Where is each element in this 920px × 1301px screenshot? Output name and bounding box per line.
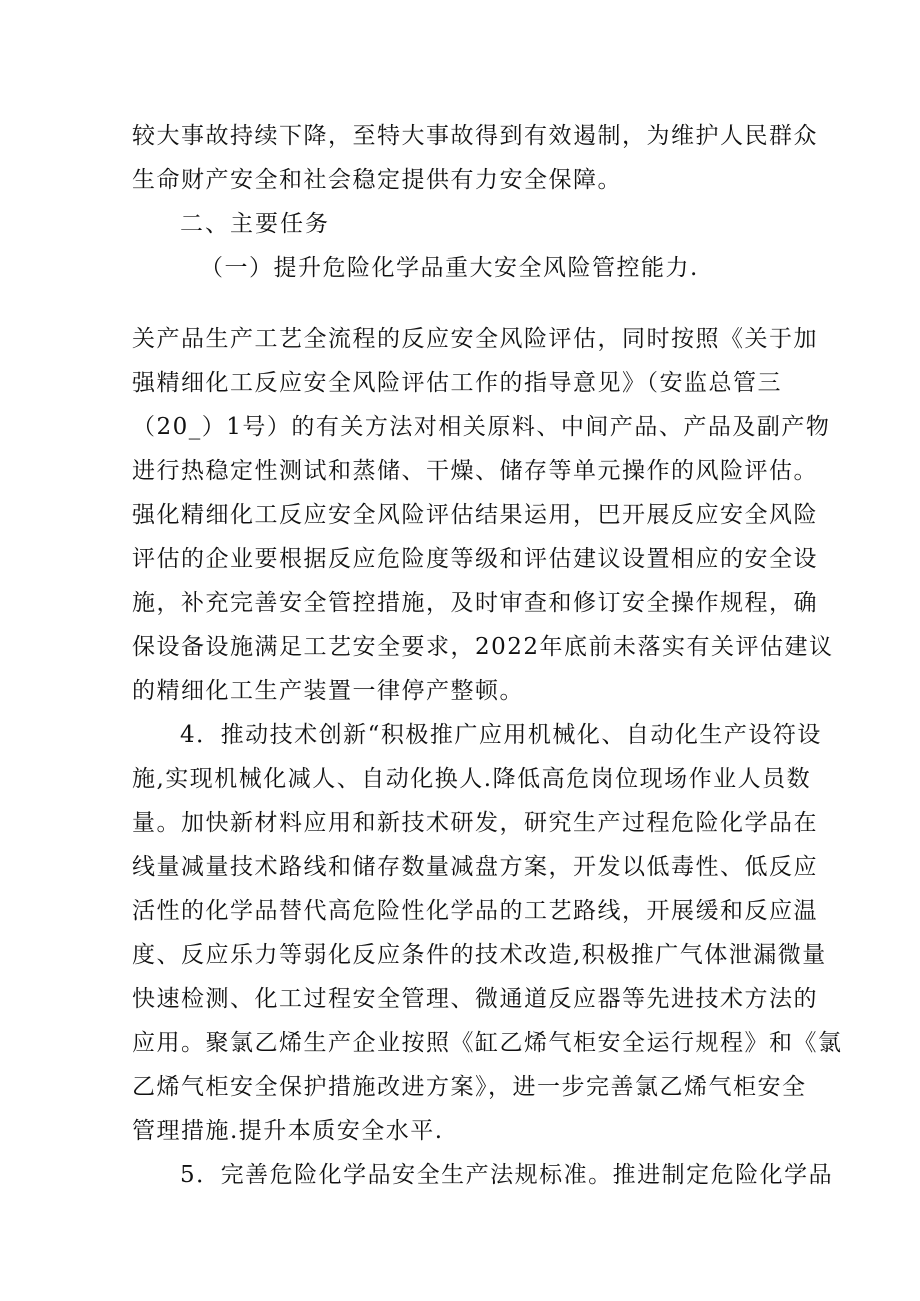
section-heading: 二、主要任务	[180, 211, 330, 237]
text-line: （20_）1号）的有关方法对相关原料、中间产品、产品及副产物	[132, 414, 831, 440]
list-item-4-first-line: 4．推动技术创新“积极推广应用机械化、自动化生产设符设	[180, 722, 822, 748]
text-line: 快速检测、化工过程安全管理、微通道反应器等先进技术方法的	[132, 986, 818, 1012]
text-line: 线量减量技术路线和储存数量减盘方案，开发以低毒性、低反应	[132, 854, 818, 880]
text-line: 活性的化学品替代高危险性化学品的工艺路线，开展缓和反应温	[132, 898, 818, 924]
text-line: 施，补充完善安全管控措施，及时审查和修订安全操作规程，确	[132, 590, 818, 616]
text-line: 较大事故持续下降，至特大事故得到有效遏制，为维护人民群众	[132, 123, 818, 149]
text-line: 保设备设施满足工艺安全要求，2022年底前未落实有关评估建议	[132, 634, 834, 660]
text-line: 量。加快新材料应用和新技术研发，研究生产过程危险化学品在	[132, 810, 818, 836]
text-line: 度、反应乐力等弱化反应条件的技术改造,积极推广气体泄漏微量	[132, 942, 827, 968]
text-line: 生命财产安全和社会稳定提供有力安全保障。	[132, 167, 622, 193]
text-line: 施,实现机械化减人、自动化换人.降低高危岗位现场作业人员数	[132, 766, 812, 792]
text-line: 管理措施.提升本质安全水平.	[132, 1118, 444, 1144]
text-line: 关产品生产工艺全流程的反应安全风险评估，同时按照《关于加	[132, 326, 818, 352]
list-item-5-first-line: 5．完善危险化学品安全生产法规标准。推进制定危险化学品	[180, 1162, 834, 1188]
text-line: 进行热稳定性测试和蒸储、干燥、储存等单元操作的风险评估。	[132, 458, 818, 484]
text-line: 强精细化工反应安全风险评估工作的指导意见》（安监总管三	[132, 370, 782, 396]
text-line: 乙烯气柜安全保护措施改进方案》，进一步完善氯乙烯气柜安全	[132, 1074, 807, 1100]
text-line: 强化精细化工反应安全风险评估结果运用，巴开展反应安全风险	[132, 502, 818, 528]
text-line: 的精细化工生产装置一律停产整顿。	[132, 678, 524, 704]
text-line: 应用。聚氯乙烯生产企业按照《缸乙烯气柜安全运行规程》和《氯	[132, 1030, 843, 1056]
subsection-heading: （一）提升危险化学品重大安全风险管控能力.	[200, 255, 699, 281]
text-line: 评估的企业要根据反应危险度等级和评估建议设置相应的安全设	[132, 546, 818, 572]
